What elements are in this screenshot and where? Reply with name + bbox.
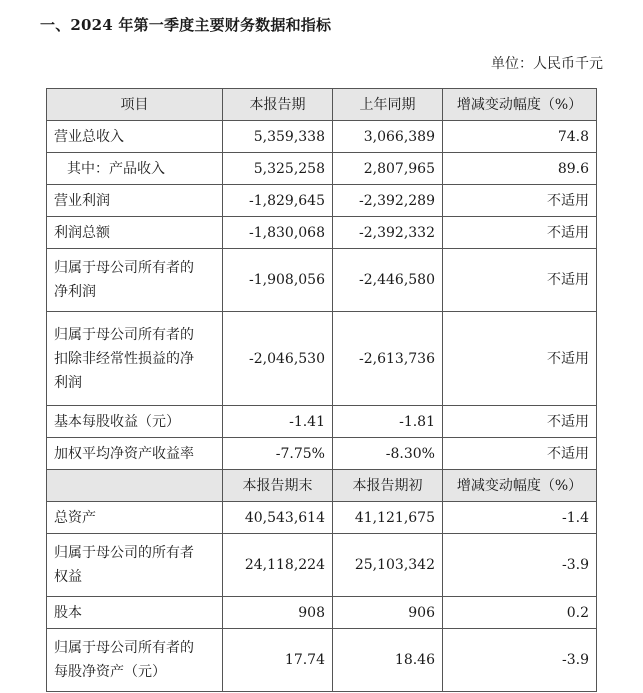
row-label xyxy=(47,534,223,597)
row-label-line: 权益 xyxy=(54,569,82,585)
table-row xyxy=(47,534,597,597)
change-value: -3.9 xyxy=(443,534,597,597)
table-row xyxy=(47,629,597,692)
current-value: -1,829,645 xyxy=(223,185,333,217)
table-row xyxy=(47,121,597,153)
header-prior-period: 上年同期 xyxy=(333,89,443,121)
table-row xyxy=(47,185,597,217)
change-value: 不适用 xyxy=(443,438,597,470)
current-value: -1.41 xyxy=(223,406,333,438)
header-change: 增减变动幅度（%） xyxy=(443,89,597,121)
change-value: 89.6 xyxy=(443,153,597,185)
change-value: -1.4 xyxy=(443,502,597,534)
row-label: 其中：产品收入 xyxy=(47,153,223,185)
row-label: 利润总额 xyxy=(47,217,223,249)
prior-value: 41,121,675 xyxy=(333,502,443,534)
change-value: 74.8 xyxy=(443,121,597,153)
prior-value: 18.46 xyxy=(333,629,443,692)
prior-value: -2,392,332 xyxy=(333,217,443,249)
header-period-end: 本报告期末 xyxy=(223,470,333,502)
current-value: 40,543,614 xyxy=(223,502,333,534)
row-label: 股本 xyxy=(47,597,223,629)
row-label-line: 扣除非经常性损益的净 xyxy=(54,350,194,367)
row-label: 基本每股收益（元） xyxy=(47,406,223,438)
change-value: 0.2 xyxy=(443,597,597,629)
change-value: 不适用 xyxy=(443,185,597,217)
row-label-line: 归属于母公司的所有者 xyxy=(54,545,194,561)
current-value: 17.74 xyxy=(223,629,333,692)
row-label xyxy=(47,629,223,692)
current-value: -2,046,530 xyxy=(223,312,333,406)
row-label: 营业总收入 xyxy=(47,121,223,153)
change-value: 不适用 xyxy=(443,312,597,406)
prior-value: 2,807,965 xyxy=(333,153,443,185)
table-row xyxy=(47,312,597,406)
header-item: 项目 xyxy=(47,89,223,121)
current-value: -1,908,056 xyxy=(223,249,333,312)
row-label xyxy=(47,312,223,406)
subheader-empty-cell xyxy=(47,470,223,502)
unit-label: 单位：人民币千元 xyxy=(491,56,603,72)
table-header-row xyxy=(47,89,597,121)
row-label: 加权平均净资产收益率 xyxy=(47,438,223,470)
header-change: 增减变动幅度（%） xyxy=(443,470,597,502)
table-row xyxy=(47,153,597,185)
row-label xyxy=(47,249,223,312)
row-label: 营业利润 xyxy=(47,185,223,217)
change-value: 不适用 xyxy=(443,249,597,312)
row-label-line: 每股净资产（元） xyxy=(54,664,166,680)
prior-value: 3,066,389 xyxy=(333,121,443,153)
header-current-period: 本报告期 xyxy=(223,89,333,121)
financial-data-table xyxy=(46,88,597,692)
table-row xyxy=(47,597,597,629)
table-row xyxy=(47,438,597,470)
current-value: 24,118,224 xyxy=(223,534,333,597)
prior-value: -1.81 xyxy=(333,406,443,438)
prior-value: -2,613,736 xyxy=(333,312,443,406)
prior-value: -2,446,580 xyxy=(333,249,443,312)
change-value: -3.9 xyxy=(443,629,597,692)
prior-value: -2,392,289 xyxy=(333,185,443,217)
current-value: -7.75% xyxy=(223,438,333,470)
change-value: 不适用 xyxy=(443,406,597,438)
row-label-line: 归属于母公司所有者的 xyxy=(54,326,194,343)
prior-value: 25,103,342 xyxy=(333,534,443,597)
current-value: 5,359,338 xyxy=(223,121,333,153)
prior-value: -8.30% xyxy=(333,438,443,470)
current-value: 908 xyxy=(223,597,333,629)
row-label-line: 净利润 xyxy=(54,284,96,300)
row-label: 总资产 xyxy=(47,502,223,534)
table-row xyxy=(47,406,597,438)
current-value: -1,830,068 xyxy=(223,217,333,249)
row-label-line: 利润 xyxy=(54,374,82,391)
table-row xyxy=(47,249,597,312)
current-value: 5,325,258 xyxy=(223,153,333,185)
header-period-start: 本报告期初 xyxy=(333,470,443,502)
prior-value: 906 xyxy=(333,597,443,629)
change-value: 不适用 xyxy=(443,217,597,249)
row-label-line: 归属于母公司所有者的 xyxy=(54,260,194,276)
table-row xyxy=(47,217,597,249)
section-title: 一、2024 年第一季度主要财务数据和指标 xyxy=(40,16,332,34)
table-subheader-row xyxy=(47,470,597,502)
table-row xyxy=(47,502,597,534)
row-label-line: 归属于母公司所有者的 xyxy=(54,640,194,656)
